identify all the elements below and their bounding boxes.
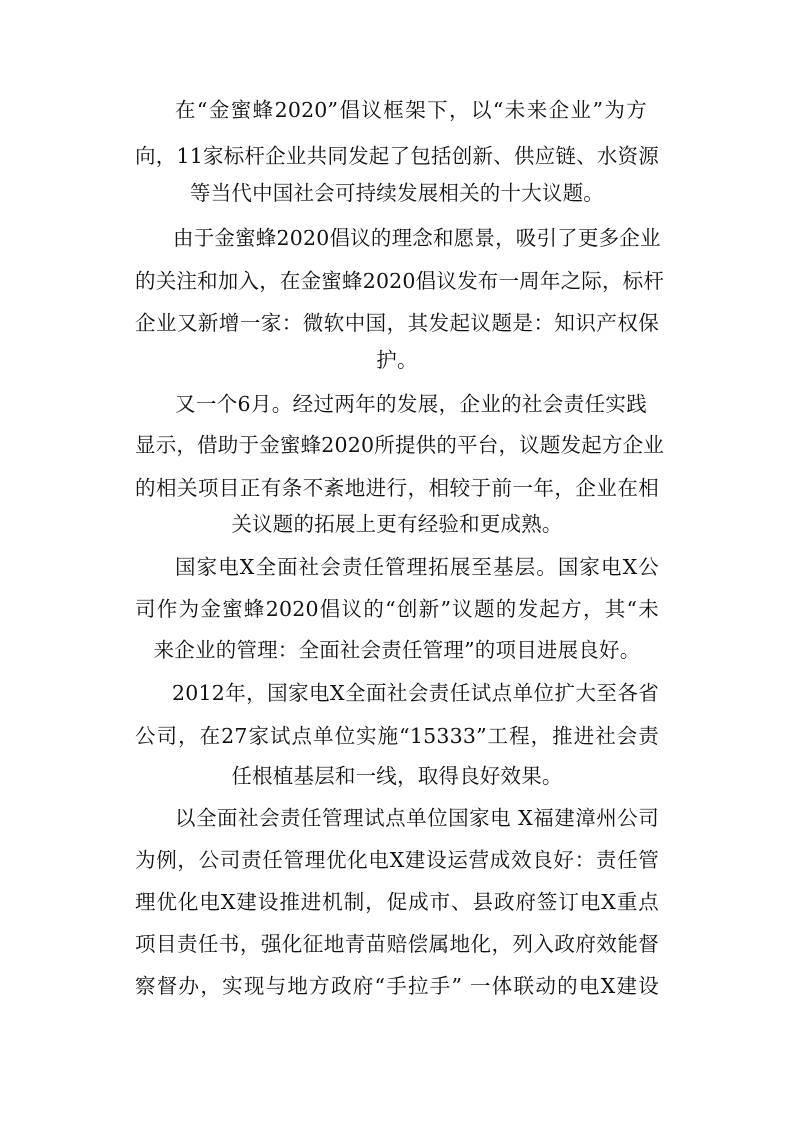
paragraph-6-line-1: 以全面社会责任管理试点单位国家电 X福建漳州公司 — [175, 806, 659, 830]
paragraph-2-line-3: 企业又新增一家：微软中国，其发起议题是：知识产权保 — [135, 311, 659, 335]
paragraph-1-line-1: 在“金蜜蜂2020”倡议框架下，以“未来企业”为方 — [175, 98, 647, 122]
paragraph-3-line-1: 又一个6月。经过两年的发展，企业的社会责任实践 — [175, 392, 647, 416]
paragraph-4-line-3: 来企业的管理：全面社会责任管理”的项目进展良好。 — [153, 638, 641, 662]
paragraph-4-line-2: 司作为金蜜蜂2020倡议的“创新”议题的发起方，其“未 — [135, 597, 659, 621]
paragraph-6-line-3: 理优化电X建设推进机制，促成市、县政府签订电X重点 — [135, 890, 659, 914]
paragraph-6-line-5: 察督办，实现与地方政府“手拉手” 一体联动的电X建设 — [135, 974, 659, 998]
paragraph-2-line-1: 由于金蜜蜂2020倡议的理念和愿景，吸引了更多企业 — [173, 226, 661, 250]
paragraph-4-line-1: 国家电X全面社会责任管理拓展至基层。国家电X公 — [175, 555, 659, 579]
paragraph-5-line-1: 2012年，国家电X全面社会责任试点单位扩大至各省 — [172, 681, 659, 705]
paragraph-1-line-2: 向，11家标杆企业共同发起了包括创新、供应链、水资源 — [135, 144, 659, 168]
paragraph-3-line-4: 关议题的拓展上更有经验和更成熟。 — [231, 512, 563, 536]
paragraph-2-line-4: 护。 — [376, 348, 418, 372]
paragraph-6-line-4: 项目责任书，强化征地青苗赔偿属地化，列入政府效能督 — [135, 932, 659, 956]
paragraph-6-line-2: 为例，公司责任管理优化电X建设运营成效良好：责任管 — [135, 848, 659, 872]
paragraph-3-line-2: 显示，借助于金蜜蜂2020所提供的平台，议题发起方企业 — [135, 433, 665, 457]
paragraph-2-line-2: 的关注和加入，在金蜜蜂2020倡议发布一周年之际，标杆 — [135, 269, 665, 293]
paragraph-1-line-3: 等当代中国社会可持续发展相关的十大议题。 — [190, 181, 604, 205]
paragraph-5-line-2: 公司，在27家试点单位实施“15333”工程，推进社会责 — [135, 724, 659, 748]
paragraph-3-line-3: 的相关项目正有条不紊地进行，相较于前一年，企业在相 — [135, 476, 659, 500]
paragraph-5-line-3: 任根植基层和一线，取得良好效果。 — [231, 764, 563, 788]
